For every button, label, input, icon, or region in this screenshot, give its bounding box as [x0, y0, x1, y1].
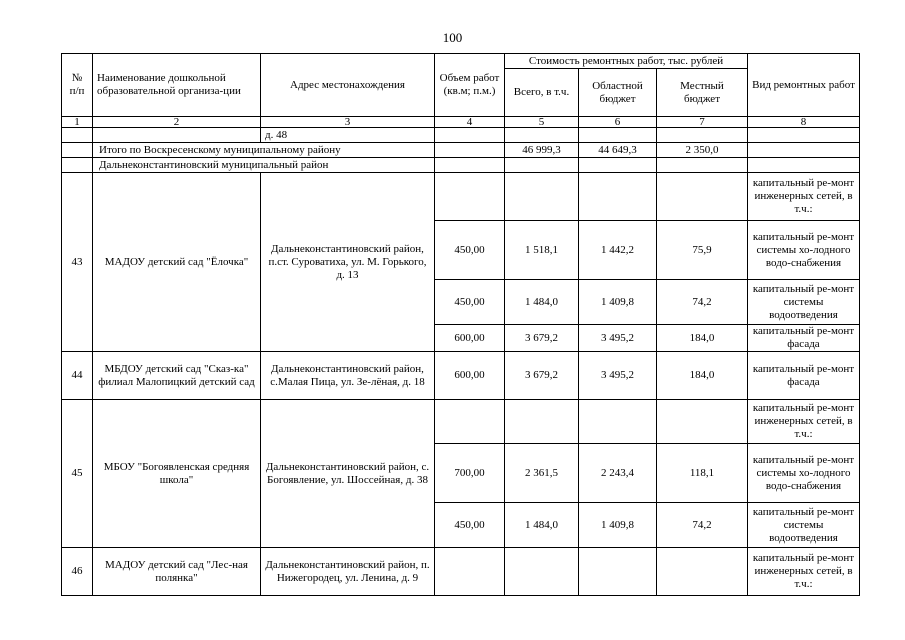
header-total: Всего, в т.ч. [505, 69, 579, 117]
work-cost-local: 74,2 [657, 280, 748, 325]
col-index: 7 [657, 117, 748, 128]
repair-works-table-wrap [61, 53, 860, 596]
header-num: № п/п [62, 54, 93, 117]
entry-number: 45 [62, 400, 93, 548]
work-type: капитальный ре-монт инженерных сетей, в т.ч.: [748, 173, 860, 221]
work-cost-regional: 1 442,2 [579, 221, 657, 280]
work-volume: 450,00 [435, 503, 505, 548]
work-volume: 450,00 [435, 280, 505, 325]
work-volume [435, 173, 505, 221]
header-regional: Областной бюджет [579, 69, 657, 117]
work-cost-local: 184,0 [657, 325, 748, 352]
work-cost-total: 3 679,2 [505, 352, 579, 400]
work-cost-regional: 3 495,2 [579, 325, 657, 352]
work-cost-total: 1 484,0 [505, 280, 579, 325]
work-volume: 600,00 [435, 325, 505, 352]
work-volume [435, 400, 505, 444]
work-cost-total [505, 548, 579, 596]
entry-number: 46 [62, 548, 93, 596]
work-type: капитальный ре-монт фасада [748, 325, 860, 352]
work-type: капитальный ре-монт системы хо-лодного водо-снабжения [748, 444, 860, 503]
work-cost-local [657, 400, 748, 444]
subtotal-label: Итого по Воскресенскому муниципальному району [93, 143, 435, 158]
column-index-row [62, 117, 860, 128]
work-type: капитальный ре-монт инженерных сетей, в т.ч.: [748, 400, 860, 444]
work-volume: 450,00 [435, 221, 505, 280]
entry-organization-name: МАДОУ детский сад "Ёлочка" [93, 173, 261, 352]
work-volume [435, 548, 505, 596]
entry-organization-name: МБДОУ детский сад "Сказ-ка" филиал Малопицкий детский сад [93, 352, 261, 400]
table-row [62, 173, 860, 221]
header-name: Наименование дошкольной образовательной организа-ции [93, 54, 261, 117]
work-cost-local: 75,9 [657, 221, 748, 280]
entry-number: 43 [62, 173, 93, 352]
col-index: 3 [261, 117, 435, 128]
work-cost-regional [579, 548, 657, 596]
work-cost-total: 1 518,1 [505, 221, 579, 280]
entry-organization-name: МБОУ "Богоявленская средняя школа" [93, 400, 261, 548]
entry-address: Дальнеконстантиновский район, с.Малая Пица, ул. Зе-лёная, д. 18 [261, 352, 435, 400]
work-volume: 600,00 [435, 352, 505, 400]
col-index: 5 [505, 117, 579, 128]
table-row [62, 352, 860, 400]
header-address: Адрес местонахождения [261, 54, 435, 117]
col-index: 1 [62, 117, 93, 128]
work-type: капитальный ре-монт инженерных сетей, в т.ч.: [748, 548, 860, 596]
col-index: 8 [748, 117, 860, 128]
work-cost-total: 1 484,0 [505, 503, 579, 548]
work-cost-regional [579, 400, 657, 444]
work-cost-regional: 3 495,2 [579, 352, 657, 400]
header-volume: Объем работ (кв.м; п.м.) [435, 54, 505, 117]
work-type: капитальный ре-монт системы водоотведения [748, 280, 860, 325]
work-type: капитальный ре-монт системы хо-лодного водо-снабжения [748, 221, 860, 280]
entry-address: Дальнеконстантиновский район, с. Богоявление, ул. Шоссейная, д. 38 [261, 400, 435, 548]
work-cost-local: 74,2 [657, 503, 748, 548]
subtotal-total: 46 999,3 [505, 143, 579, 158]
district-label: Дальнеконстантиновский муниципальный район [93, 158, 435, 173]
subtotal-row [62, 143, 860, 158]
work-type: капитальный ре-монт системы водоотведения [748, 503, 860, 548]
work-cost-regional: 1 409,8 [579, 503, 657, 548]
header-local: Местный бюджет [657, 69, 748, 117]
work-cost-regional: 2 243,4 [579, 444, 657, 503]
district-row [62, 158, 860, 173]
work-cost-regional: 1 409,8 [579, 280, 657, 325]
table-row [62, 548, 860, 596]
work-cost-local: 184,0 [657, 352, 748, 400]
subtotal-local: 2 350,0 [657, 143, 748, 158]
work-cost-total: 3 679,2 [505, 325, 579, 352]
entry-organization-name: МАДОУ детский сад "Лес-ная полянка" [93, 548, 261, 596]
work-cost-total: 2 361,5 [505, 444, 579, 503]
work-cost-total [505, 173, 579, 221]
col-index: 4 [435, 117, 505, 128]
entry-address: Дальнеконстантиновский район, п. Нижегородец, ул. Ленина, д. 9 [261, 548, 435, 596]
col-index: 6 [579, 117, 657, 128]
col-index: 2 [93, 117, 261, 128]
subtotal-regional: 44 649,3 [579, 143, 657, 158]
header-cost-group: Стоимость ремонтных работ, тыс. рублей [505, 54, 748, 69]
entry-address: Дальнеконстантиновский район, п.ст. Суроватиха, ул. М. Горького, д. 13 [261, 173, 435, 352]
table-row [62, 400, 860, 444]
header-type: Вид ремонтных работ [748, 54, 860, 117]
work-cost-total [505, 400, 579, 444]
page-number: 100 [442, 30, 463, 45]
repair-works-table [61, 53, 860, 596]
work-cost-regional [579, 173, 657, 221]
work-type: капитальный ре-монт фасада [748, 352, 860, 400]
continuation-row [62, 128, 860, 143]
work-cost-local: 118,1 [657, 444, 748, 503]
entry-number: 44 [62, 352, 93, 400]
work-cost-local [657, 548, 748, 596]
work-cost-local [657, 173, 748, 221]
continuation-address: д. 48 [261, 128, 435, 143]
work-volume: 700,00 [435, 444, 505, 503]
